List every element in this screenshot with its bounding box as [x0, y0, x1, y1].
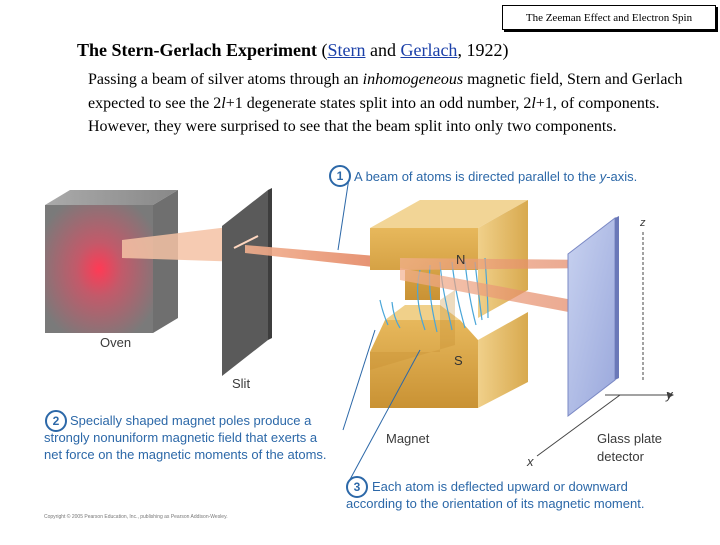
slide-title-and: and — [365, 40, 401, 60]
callout-1-text — [354, 168, 637, 185]
gerlach-link[interactable]: Gerlach — [400, 40, 458, 60]
x-axis-label: x — [527, 454, 534, 469]
para-part-2: magnetic field, Stern and Gerlach expected to see the 2 — [88, 71, 683, 112]
oven — [45, 190, 178, 333]
slit-plate — [222, 188, 272, 376]
para-part-1: Passing a beam of silver atoms through an — [88, 71, 363, 88]
slit-label: Slit — [232, 376, 251, 391]
north-pole-label: N — [456, 252, 466, 267]
callout-2-line-3: net force on the magnetic moments of the atoms. — [44, 447, 327, 462]
para-l-1: l — [221, 94, 226, 112]
callout-1-number: 1 — [329, 165, 351, 187]
header-title: The Zeeman Effect and Electron Spin — [525, 11, 693, 24]
slide-title-year: , 1922) — [457, 40, 509, 60]
callout-3-number: 3 — [346, 476, 368, 498]
slide-title-paren: ( — [316, 40, 328, 60]
slide-title-bold: The Stern-Gerlach Experiment — [77, 40, 317, 60]
callout-2-line-1: Specially shaped magnet poles produce a — [70, 413, 312, 428]
y-axis-label: y — [666, 387, 673, 402]
glass-plate-label: Glass plate — [597, 431, 663, 446]
callout-2-number: 2 — [45, 410, 67, 432]
callout-1-end: -axis. — [606, 169, 638, 184]
para-part-4: +1, of components. However, they were surprised to see that the beam split into only two components. — [88, 94, 660, 135]
glass-plate-detector — [568, 216, 619, 416]
callout-3-line-2: according to the orientation of its magnetic moment. — [346, 496, 645, 511]
para-part-3: +1 degenerate states split into an odd number, 2 — [225, 94, 532, 112]
callout-1-italic: y — [599, 169, 607, 184]
callout-2-line-2: strongly nonuniform magnetic field that exerts a — [44, 430, 318, 445]
detector-label: detector — [597, 449, 644, 464]
magnet-label: Magnet — [386, 431, 430, 446]
stern-link[interactable]: Stern — [327, 40, 366, 60]
south-pole-label: S — [454, 353, 463, 368]
para-italic: inhomogeneous — [362, 71, 464, 88]
callout-1-line: A beam of atoms is directed parallel to the — [354, 169, 600, 184]
copyright-notice: Copyright © 2005 Pearson Education, Inc., publishing as Pearson Addison-Wesley. — [44, 514, 228, 520]
callout-3-line-1: Each atom is deflected upward or downward — [372, 479, 628, 494]
oven-label: Oven — [100, 335, 132, 350]
para-l-2: l — [531, 94, 536, 112]
z-axis-label: z — [640, 217, 646, 229]
magnet — [370, 200, 528, 408]
